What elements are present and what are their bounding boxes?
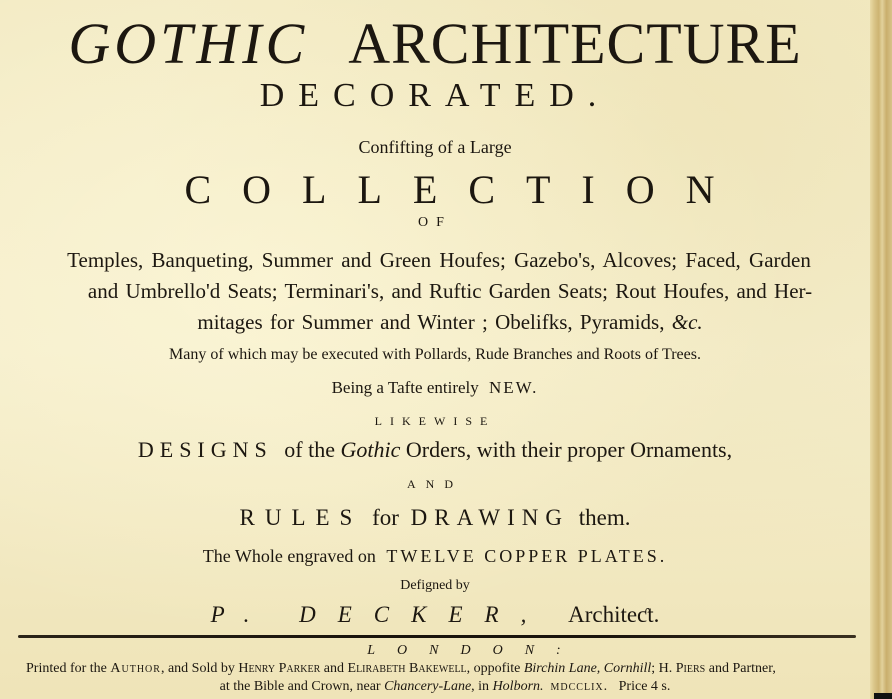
- imprint-price: Price 4 s.: [618, 679, 671, 694]
- contents-line-3: [18, 307, 860, 338]
- book-binding-edge: [870, 0, 892, 699]
- imprint-text: , and Sold by: [160, 661, 239, 676]
- imprint-piers: Piers: [675, 661, 706, 676]
- title-architecture: ARCHITECTURE: [348, 11, 802, 76]
- imprint-city: LONDON:: [367, 643, 583, 658]
- subtitle-of: OF: [418, 215, 452, 230]
- rules-for: for: [372, 505, 399, 530]
- author-line: [0, 600, 870, 630]
- imprint-year: mdcclix.: [550, 679, 609, 694]
- etc-ligature: &c.: [671, 310, 703, 334]
- engraved-line: [0, 544, 870, 568]
- imprint-parker: Henry Parker: [238, 661, 321, 676]
- and-line: AND: [407, 477, 463, 491]
- title-gothic: GOTHIC: [68, 11, 309, 76]
- being-new: NEW.: [489, 378, 539, 397]
- rules-them: them.: [578, 505, 631, 530]
- imprint-birchin: Birchin Lane, Cornhill: [523, 661, 652, 676]
- horizontal-rule: [18, 635, 856, 638]
- main-title: [0, 12, 870, 76]
- contents-line-2: and Umbrello'd Seats; Terminari's, and Ruftic Garden Seats; Rout Houfes, and Her-: [87, 279, 813, 303]
- author-name: P. DECKER,: [210, 602, 549, 627]
- contents-line-1: Temples, Banqueting, Summer and Green Houfes; Gazebo's, Alcoves; Faced, Garden: [67, 248, 811, 272]
- designs-caps: DESIGNS: [137, 437, 273, 462]
- imprint-line-1: [26, 660, 776, 678]
- designs-rest: Orders, with their proper Ornaments,: [405, 437, 733, 462]
- imprint-holborn: Holborn.: [492, 679, 544, 694]
- contents-line-3-text: mitages for Summer and Winter ; Obelifks, Pyramids,: [197, 310, 672, 334]
- designs-gothic: Gothic: [340, 437, 401, 462]
- imprint-text: , oppofite: [466, 661, 524, 676]
- imprint-line-2: [0, 678, 880, 696]
- binding-corner: [874, 693, 892, 699]
- note-many: Many of which may be executed with Pollards, Rude Branches and Roots of Trees.: [169, 346, 701, 363]
- imprint-author: Author: [110, 661, 161, 676]
- imprint-text: at the Bible and Crown, near: [219, 679, 385, 694]
- imprint-text: and Partner,: [705, 661, 776, 676]
- imprint-chancery: Chancery-Lane: [384, 679, 472, 694]
- contents-paragraph: [18, 245, 860, 338]
- rules-caps: RULES: [239, 505, 363, 530]
- being-prefix: Being a Tafte entirely: [331, 378, 479, 397]
- title-decorated: DECORATED.: [259, 77, 611, 114]
- imprint-text: Printed for the: [26, 661, 111, 676]
- designs-line: [0, 435, 870, 465]
- note-being: [0, 377, 870, 399]
- likewise: LIKEWISE: [374, 414, 496, 428]
- subtitle-collection: COLLECTION: [184, 167, 746, 212]
- subtitle-consisting: Confifting of a Large: [358, 137, 512, 157]
- imprint-text: and: [320, 661, 348, 676]
- imprint-bakewell: Elirabeth Bakewell: [347, 661, 467, 676]
- designed-by: Defigned by: [400, 578, 470, 593]
- author-title: Architeƈt.: [568, 602, 660, 627]
- rules-line: [0, 503, 870, 533]
- rules-drawing: DRAWING: [410, 505, 569, 530]
- imprint-text: , in: [471, 679, 493, 694]
- designs-of-the: of the: [284, 437, 335, 462]
- engraved-prefix: The Whole engraved on: [202, 546, 376, 566]
- engraved-caps: TWELVE COPPER PLATES.: [386, 546, 668, 566]
- imprint-text: ; H.: [651, 661, 676, 676]
